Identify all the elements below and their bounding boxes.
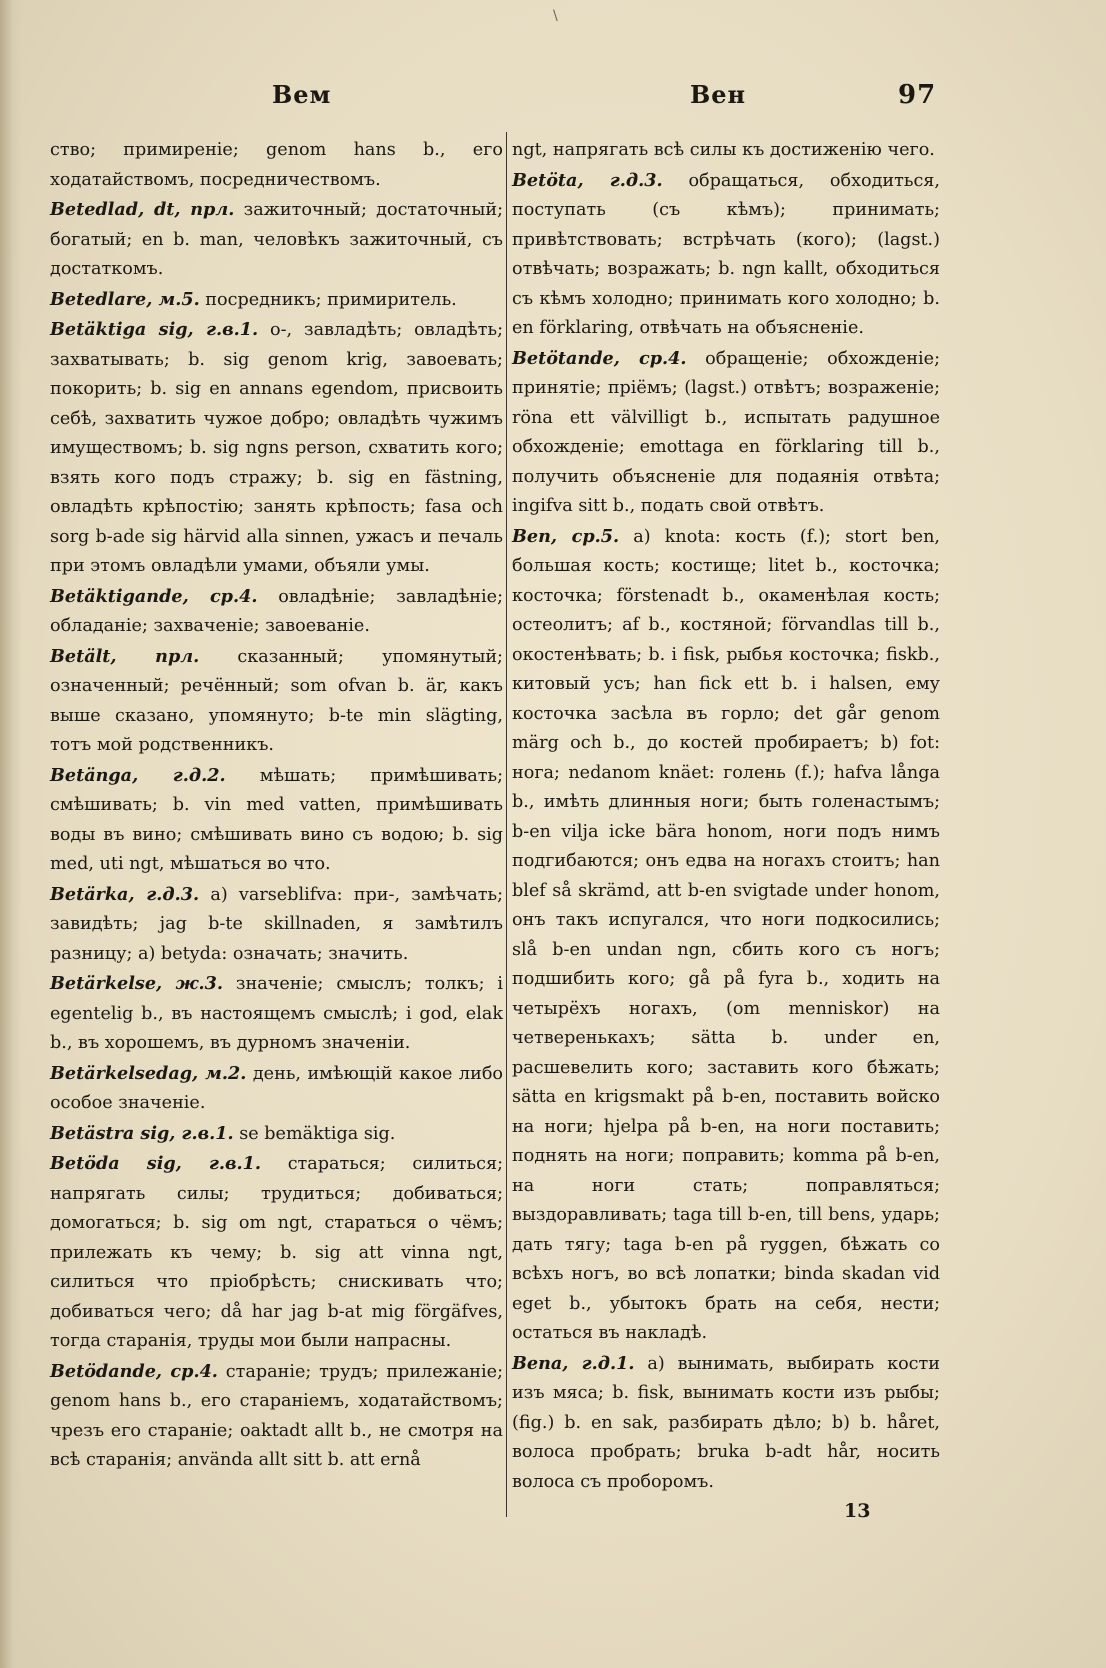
page-number: 97 (898, 80, 937, 110)
definition: о-, завладѣть; овладѣть; захватывать; b. sig genom krig, завоевать; покорить; b. sig en annans egendom, присвоить себѣ, захватить чужое добро; овладѣть чужимъ имуществомъ; b. sig ngns person, схватить кого; взять кого подъ стражу; b. sig en fästning, овладѣть крѣпостію; занять крѣпость; fasa och sorg b-ade sig härvid alla sinnen, ужасъ и печаль при этомъ овладѣли умами, объяли умы. (50, 320, 504, 576)
headword: Betöta, г.д.3. (512, 169, 663, 191)
definition: день, имѣющій какое либо особое значеніе. (50, 1063, 504, 1113)
dictionary-entry (50, 195, 503, 285)
headword: Betärkelse, ж.3. (50, 973, 224, 994)
top-mark: \ (553, 8, 558, 24)
dictionary-entry (50, 1149, 503, 1357)
definition: se bemäktiga sig. (239, 1123, 396, 1144)
headword: Ben, ср.5. (512, 525, 620, 547)
headword: Betedlare, м.5. (50, 288, 200, 310)
dictionary-entry (50, 1119, 503, 1150)
definition: зажиточный; достаточный; богатый; en b. man, человѣкъ зажиточный, съ достаткомъ. (50, 200, 503, 279)
dictionary-entry (50, 761, 503, 880)
left-column (50, 135, 503, 1476)
dictionary-entry (50, 285, 503, 316)
column-divider (506, 132, 507, 1517)
definition: сказанный; упомянутый; означенный; речённый; som ofvan b. är, какъ выше сказано, упомянуто; b-te min slägting, тотъ мой родственникъ. (50, 646, 503, 755)
dictionary-entry (50, 135, 503, 195)
headword: Betödande, ср.4. (50, 1360, 218, 1382)
definition: стараніе; трудъ; прилежаніе; genom hans b., его стараніемъ, ходатайствомъ; чрезъ его стараніе; oaktadt allt b., не смотря на всѣ старанія; använda allt sitt b. att ernå (50, 1361, 503, 1470)
definition: стараться; силиться; напрягать силы; трудиться; добиваться; домогаться; b. sig om ngt, стараться о чёмъ; прилежать къ чему; b. sig att vinna ngt, силиться что пріобрѣсть; снискивать что; добиваться чего; då har jag b-at mig förgäfves, тогда старанія, труды мои были напрасны. (50, 1154, 504, 1351)
definition: ngt, напрягать всѣ силы къ достиженію чего. (512, 140, 935, 160)
dictionary-entry (50, 642, 503, 761)
headword: Betänga, г.д.2. (50, 764, 226, 786)
headword: Betötande, ср.4. (512, 347, 687, 369)
dictionary-entry (512, 344, 940, 522)
dictionary-entry (512, 522, 940, 1349)
dictionary-entry (50, 582, 503, 642)
headword: Betäktigande, ср.4. (50, 585, 258, 607)
definition: овладѣніе; завладѣніе; обладаніе; захваченіе; завоеваніе. (50, 586, 503, 636)
definition: обращаться, обходиться, поступать (съ кѣмъ); принимать; привѣтствовать; встрѣчать (кого); (lagst.) отвѣчать; возражать; b. ngn kallt, обходиться съ кѣмъ холодно; принимать кого холодно; b. en förklaring, отвѣчать на объясненіе. (512, 170, 940, 338)
dictionary-entry (512, 166, 940, 344)
definition: посредникъ; примиритель. (205, 289, 457, 310)
headword: Betäktiga sig, г.в.1. (50, 319, 259, 340)
headword: Betästra sig, г.в.1. (50, 1122, 234, 1144)
headword: Bena, г.д.1. (512, 1352, 635, 1374)
headword: Betält, прл. (50, 645, 200, 667)
signature-mark: 13 (844, 1500, 871, 1522)
headword: Betärka, г.д.3. (50, 883, 200, 905)
definition: обращеніе; обхожденіе; принятіе; пріёмъ; (lagst.) отвѣтъ; возраженіе; röna ett välvilligt b., испытать радушное обхожденіе; emottaga en förklaring till b., получить объясненіе для подаянія отвѣта; ingifva sitt b., подать свой отвѣтъ. (512, 348, 940, 516)
headword: Betöda sig, г.в.1. (50, 1153, 262, 1174)
dictionary-entry (50, 1059, 503, 1119)
definition: ство; примиреніе; genom hans b., его ходатайствомъ, посредничествомъ. (50, 140, 503, 190)
definition: а) varseblifva: при-, замѣчать; завидѣть; jag b-te skillnaden, я замѣтилъ разницу; а) betyda: означать; значить. (50, 884, 504, 964)
dictionary-entry (50, 969, 503, 1059)
definition: мѣшать; примѣшивать; смѣшивать; b. vin med vatten, примѣшивать воды въ вино; смѣшивать вино съ водою; b. sig med, uti ngt, мѣшаться во что. (50, 765, 504, 874)
definition: а) knota: кость (f.); stort ben, большая кость; костище; litet b., косточка; косточка; förstenadt b., окаменѣлая кость; остеолитъ; af b., костяной; förvandlas till b., окостенѣвать; b. i fisk, рыбья косточка; fiskb., китовый усъ; han fick ett b. i halsen, ему косточка засѣла въ горло; det går genom märg och b., до костей пробираетъ; b) fot: нога; nedanom knäet: голень (f.); hafva långa b., имѣть длинныя ноги; быть голенастымъ; b-en vilja icke bära honom, ноги подъ нимъ подгибаются; онъ едва на ногахъ стоитъ; han blef så skrämd, att b-en svigtade under honom, онъ такъ испугался, что ноги подкосились; slå b-en undan ngn, сбить кого съ ногъ; подшибить кого; gå på fyra b., ходить на четырёхъ ногахъ, (om menniskor) на четверенькахъ; sätta b. under en, расшевелить кого; заставить кого бѣжать; sätta en krigsmakt på b-en, поставить войско на ноги; hjelpa på b-en, на ноги поставить; поднять на ноги; поправить; komma på b-en, на ноги стать; поправляться; выздоравливать; taga till b-en, till bens, ударь; дать тягу; taga b-en på ryggen, бѣжать со всѣхъ ногъ, во всѣ лопатки; binda skadan vid eget b., убытокъ брать на себя, нести; остаться въ накладѣ. (512, 526, 941, 1343)
dictionary-entry (512, 135, 940, 166)
dictionary-entry (512, 1349, 940, 1498)
definition: значеніе; смыслъ; толкъ; i egentelig b., въ настоящемъ смыслѣ; i god, elak b., въ хорошемъ, въ дурномъ значеніи. (50, 974, 504, 1053)
dictionary-entry (50, 1357, 503, 1476)
running-head-left: Вем (272, 80, 332, 109)
page-binding-edge (0, 0, 22, 1668)
right-column (512, 135, 940, 1497)
dictionary-entry (50, 315, 503, 582)
dictionary-entry (50, 880, 503, 970)
definition: а) вынимать, выбирать кости изъ мяса; b. fisk, вынимать кости изъ рыбы; (fig.) b. en sak, разбирать дѣло; b) b. håret, волоса пробрать; bruka b-adt hår, носить волоса съ проборомъ. (512, 1353, 940, 1492)
headword: Betärkelsedag, м.2. (50, 1062, 247, 1084)
headword: Betedlad, dt, прл. (50, 199, 235, 220)
running-head-right: Вен (690, 80, 747, 109)
